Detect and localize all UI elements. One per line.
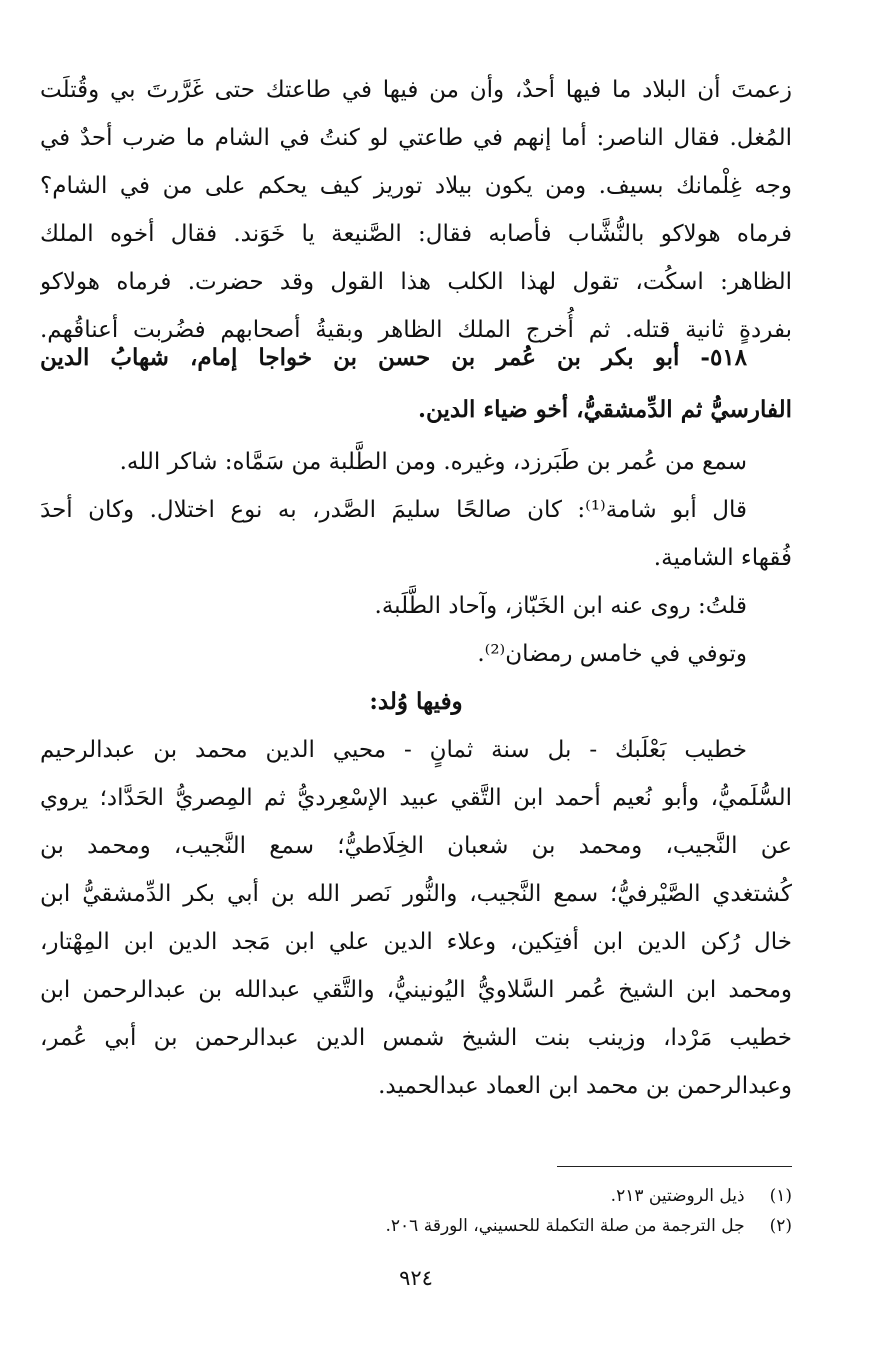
text-line: وتوفي في خامس رمضان⁽²⁾. — [477, 641, 747, 667]
text-line: خطيب بَعْلَبك - بل سنة ثمانٍ - محيي الدين محمد بن عبدالرحيم — [40, 737, 747, 763]
text-line: وجه غِلْمانك بسيف. ومن يكون بيلاد توريز كيف يحكم على من في الشام؟ — [40, 173, 792, 199]
text-line: سمع من عُمر بن طَبَرزد، وغيره. ومن الطَّلبة من سَمَّاه: شاكر الله. — [119, 449, 747, 475]
footnote-text: جل الترجمة من صلة التكملة للحسيني، الورقة ٢٠٦. — [385, 1216, 745, 1236]
text-line: وعبدالرحمن بن محمد ابن العماد عبدالحميد. — [378, 1073, 792, 1099]
text-line: عن النَّجيب، ومحمد بن شعبان الخِلَاطيُّ؛ سمع النَّجيب، ومحمد بن — [40, 833, 792, 859]
text-line: زعمتَ أن البلاد ما فيها أحدٌ، وأن من فيها في طاعتك حتى غَرَّرتَ بي وقُتلَت — [40, 77, 792, 103]
text-line: السُّلَميُّ، وأبو نُعيم أحمد ابن التَّقي عبيد الإسْعِرديُّ ثم المِصريُّ الحَدَّاد؛ يروي — [40, 785, 792, 811]
text-line: بفردةٍ ثانية قتله. ثم أُخرج الملك الظاهر وبقيةُ أصحابهم فضُربت أعناقُهم. — [40, 317, 792, 343]
text-line: فرماه هولاكو بالنُّشَّاب فأصابه فقال: الصَّنيعة يا خَوَند. فقال أخوه الملك — [40, 221, 792, 247]
footnote — [40, 1212, 792, 1240]
text-line: قال أبو شامة⁽¹⁾: كان صالحًا سليمَ الصَّدر، به نوع اختلال. وكان أحدَ — [40, 497, 747, 523]
entry-heading-line: الفارسيُّ ثم الدِّمشقيُّ، أخو ضياء الدين. — [417, 396, 792, 423]
text-line: خال رُكن الدين ابن أفتِكين، وعلاء الدين علي ابن مَجد الدين ابن المِهْتار، — [40, 929, 792, 955]
footnote-number: (٢) — [769, 1216, 792, 1236]
footnote-text: ذيل الروضتين ٢١٣. — [610, 1186, 745, 1206]
text-line: خطيب مَرْدا، وزينب بنت الشيخ شمس الدين عبدالرحمن بن أبي عُمر، — [40, 1025, 792, 1051]
text-line: الظاهر: اسكُت، تقول لهذا الكلب هذا القول وقد حضرت. فرماه هولاكو — [40, 269, 792, 295]
section-heading: وفيها وُلد: — [369, 688, 463, 715]
entry-heading-line: ٥١٨- أبو بكر بن عُمر بن حسن بن خواجا إمام، شهابُ الدين — [40, 344, 747, 371]
text-line: فُقهاء الشامية. — [653, 545, 792, 571]
text-line: المُغل. فقال الناصر: أما إنهم في طاعتي لو كنتُ في الشام ما ضرب أحدٌ في — [40, 125, 792, 151]
text-line: كُشتغدي الصَّيْرفيُّ؛ سمع النَّجيب، والنُّور نَصر الله بن أبي بكر الدِّمشقيُّ ابن — [40, 881, 792, 907]
text-line: ومحمد ابن الشيخ عُمر السَّلاويُّ اليُونينيُّ، والتَّقي عبدالله بن عبدالرحمن ابن — [40, 977, 792, 1003]
book-page — [40, 66, 792, 1346]
footnote-number: (١) — [769, 1186, 792, 1206]
footnote — [40, 1182, 792, 1210]
page-number: ٩٢٤ — [399, 1266, 433, 1290]
footnote-separator — [557, 1166, 792, 1167]
text-line: قلتُ: روى عنه ابن الخَبّاز، وآحاد الطَّلَبة. — [374, 593, 747, 619]
